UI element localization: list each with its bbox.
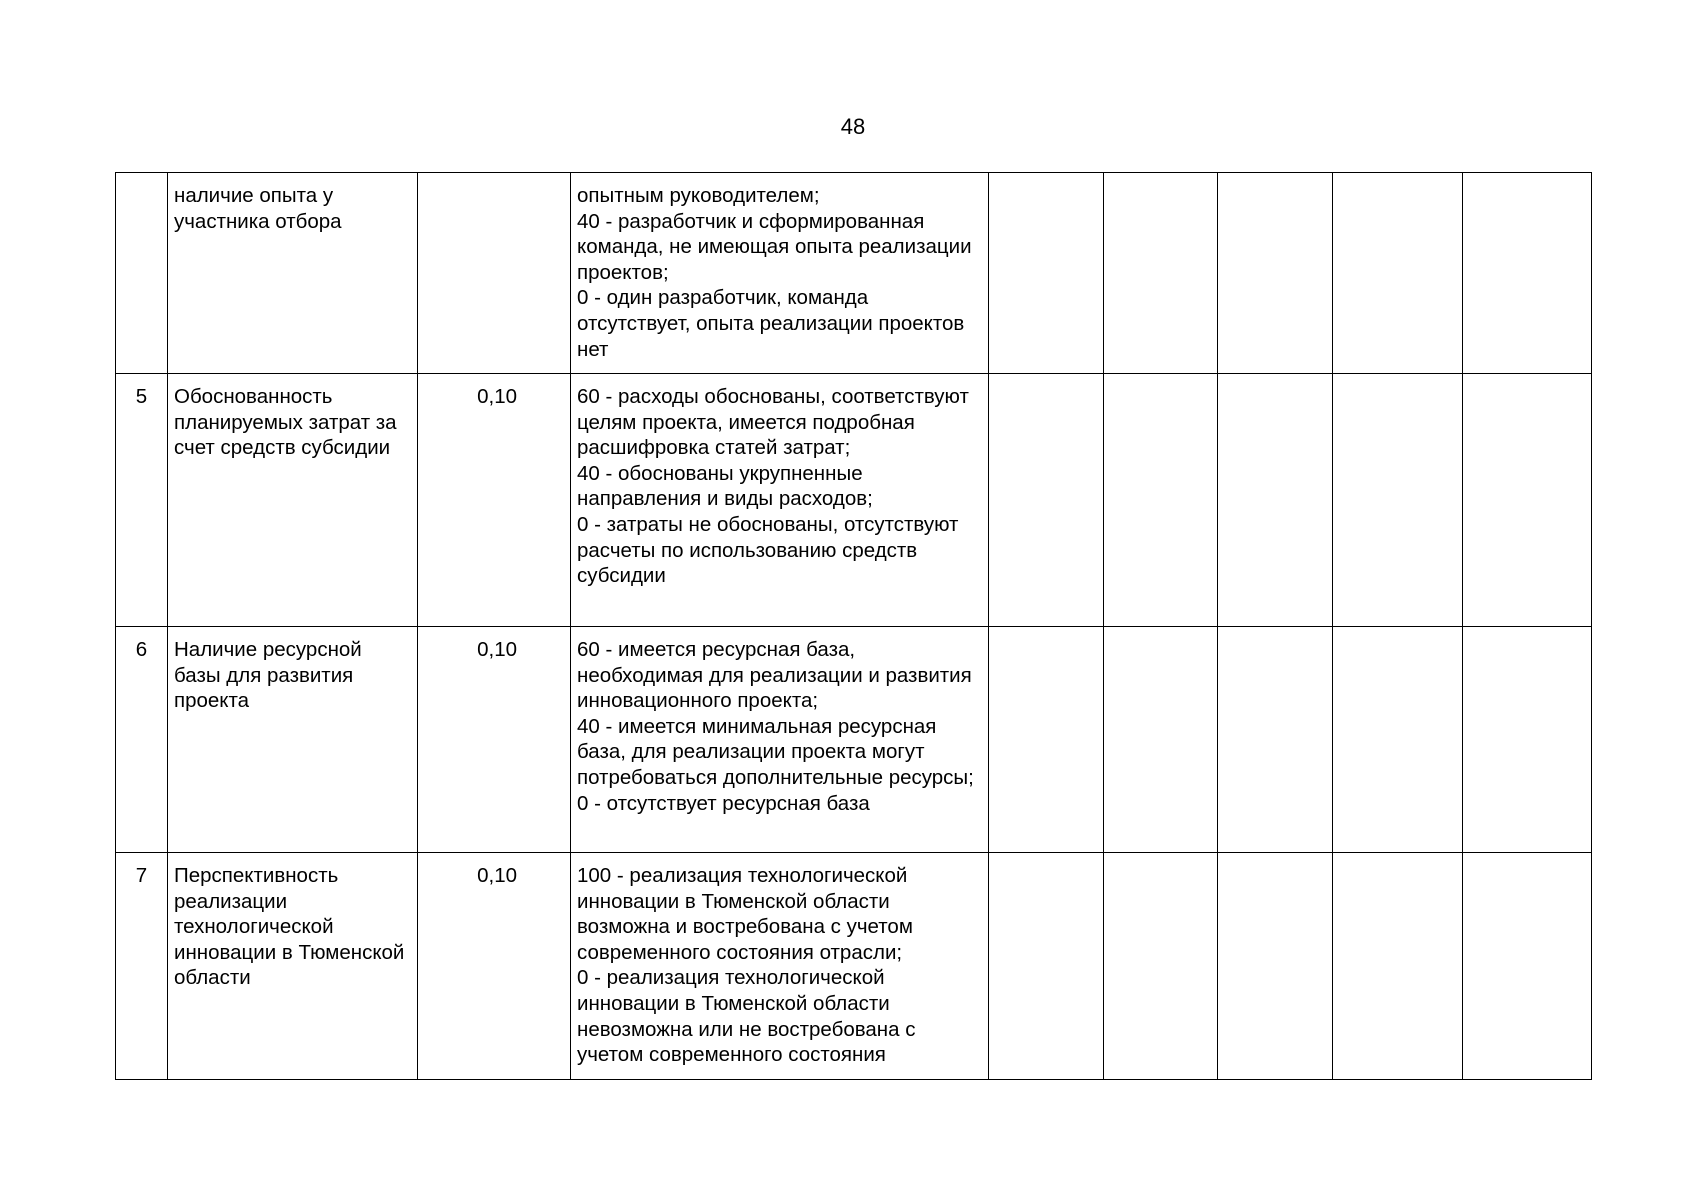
scoring-scale-cell: 100 - реализация технологической инновации в Тюменской области возможна и востребована с учетом современного состояния отрасли; 0 - реализация технологической инновации в Тюменской области невозможна или не востребована с учетом современного состояния [571,853,989,1080]
row-number-cell: 6 [116,627,168,853]
score-cell [1104,853,1218,1080]
weight-cell: 0,10 [418,853,571,1080]
row-number-cell: 7 [116,853,168,1080]
weight-cell [418,173,571,374]
row-number-cell [116,173,168,374]
table-row [116,853,1592,1080]
score-cell [1333,853,1463,1080]
page-number: 48 [840,114,866,139]
score-cell [989,173,1104,374]
weight-cell: 0,10 [418,627,571,853]
score-cell [1463,374,1592,627]
score-cell [1218,853,1333,1080]
score-cell [1333,374,1463,627]
score-cell [1333,627,1463,853]
score-cell [989,627,1104,853]
score-cell [1104,627,1218,853]
score-cell [989,374,1104,627]
criterion-cell: наличие опыта у участника отбора [168,173,418,374]
score-cell [1463,853,1592,1080]
table-row [116,374,1592,627]
scoring-scale-cell: 60 - имеется ресурсная база, необходимая для реализации и развития инновационного проекта; 40 - имеется минимальная ресурсная база, для реализации проекта могут потребоваться дополнительные ресурсы; 0 - отсутствует ресурсная база [571,627,989,853]
score-cell [1218,173,1333,374]
score-cell [1218,374,1333,627]
criterion-cell: Обоснованность планируемых затрат за счет средств субсидии [168,374,418,627]
score-cell [1333,173,1463,374]
criterion-cell: Наличие ресурсной базы для развития проекта [168,627,418,853]
score-cell [1218,627,1333,853]
score-cell [1463,173,1592,374]
table-row [116,173,1592,374]
criterion-cell: Перспективность реализации технологической инновации в Тюменской области [168,853,418,1080]
score-cell [1463,627,1592,853]
score-cell [989,853,1104,1080]
table-row [116,627,1592,853]
criteria-table [115,172,1592,1080]
row-number-cell: 5 [116,374,168,627]
weight-cell: 0,10 [418,374,571,627]
scoring-scale-cell: 60 - расходы обоснованы, соответствуют целям проекта, имеется подробная расшифровка статей затрат; 40 - обоснованы укрупненные направления и виды расходов; 0 - затраты не обоснованы, отсутствуют расчеты по использованию средств субсидии [571,374,989,627]
score-cell [1104,173,1218,374]
scoring-scale-cell: опытным руководителем; 40 - разработчик и сформированная команда, не имеющая опыта реализации проектов; 0 - один разработчик, команда отсутствует, опыта реализации проектов нет [571,173,989,374]
score-cell [1104,374,1218,627]
